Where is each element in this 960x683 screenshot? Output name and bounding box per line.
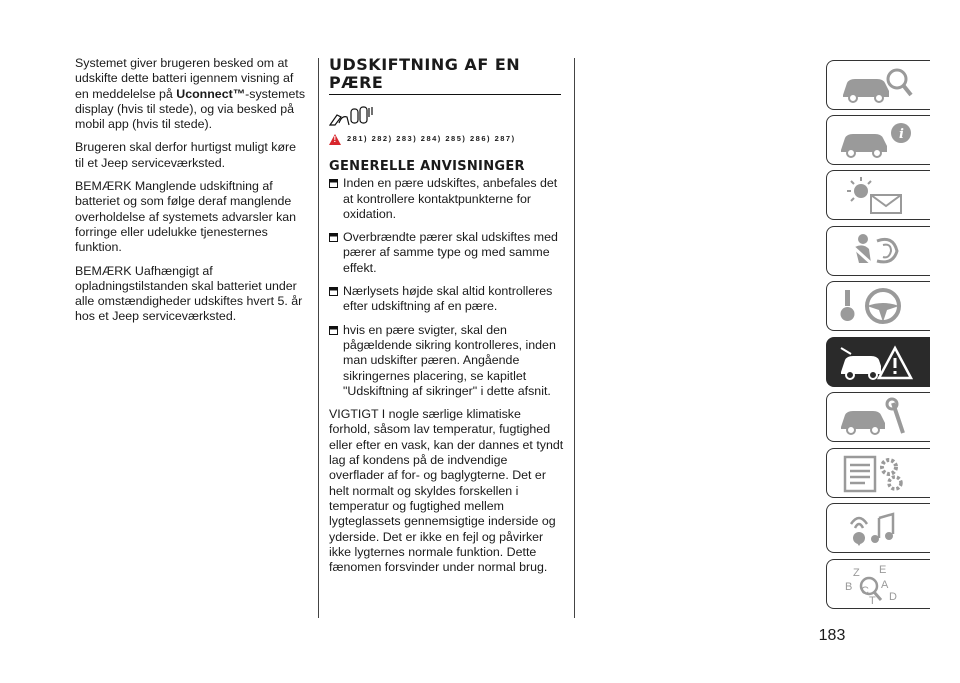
- tab-technical-data[interactable]: [826, 448, 930, 498]
- tab-index[interactable]: [826, 559, 930, 609]
- bullet-item: [329, 323, 565, 399]
- left-column: [75, 56, 307, 333]
- tab-car-info[interactable]: [826, 115, 930, 165]
- index-letter: Z: [853, 567, 860, 579]
- bullet-item: [329, 230, 565, 276]
- column-divider-right: [574, 58, 575, 618]
- bulb-gloves-icon: [329, 105, 375, 127]
- column-divider-left: [318, 58, 319, 618]
- tab-car-search[interactable]: [826, 60, 930, 110]
- index-letter: B: [845, 581, 853, 593]
- index-letter: D: [889, 591, 897, 603]
- bullet-text: Inden en pære udskiftes, anbefales det at kontrollere kontaktpunkterne for oxidation.: [343, 176, 558, 221]
- svg-text:i: i: [899, 127, 904, 142]
- symbol-row: [329, 105, 565, 127]
- note-battery-replacement: BEMÆRK Manglende udskiftning af batteriet og som følge deraf manglende overholdelse af systemets advarsler kan forringe eller udelukke tjenesternes funktion.: [75, 179, 297, 255]
- subheading-general: GENERELLE ANVISNINGER: [329, 159, 525, 174]
- bullet-text: Nærlysets højde skal altid kontrolleres efter udskiftning af en pære.: [343, 284, 553, 314]
- warning-references: [329, 131, 565, 147]
- steering-wheel-icon: [837, 286, 917, 328]
- index-icon: [837, 564, 917, 606]
- bullet-box-icon: [329, 179, 338, 188]
- section-heading: UDSKIFTNING AF EN PÆRE: [329, 55, 521, 92]
- technical-data-icon: [837, 453, 917, 495]
- index-letter: A: [881, 579, 889, 591]
- note-battery-interval: BEMÆRK Uafhængigt af opladningstilstanden skal batteriet under alle omstændigheder udskiftes hvert 5. år hos et Jeep serviceværksted.: [75, 263, 303, 324]
- section-heading-wrap: [329, 56, 561, 95]
- airbag-safety-icon: [837, 231, 917, 273]
- bullet-text: Overbrændte pærer skal udskiftes med pærer af samme type og med samme effekt.: [343, 230, 558, 275]
- multimedia-icon: [837, 508, 917, 550]
- index-letter: E: [879, 564, 887, 576]
- text-segment: Systemet giver brugeren besked om at udskifte dette batteri igennem visning af en meddelelse på: [75, 56, 294, 101]
- tab-driving[interactable]: [826, 281, 930, 331]
- bullet-item: [329, 176, 565, 222]
- index-letter: C: [861, 585, 869, 597]
- tab-multimedia[interactable]: [826, 503, 930, 553]
- car-emergency-icon: [837, 342, 917, 384]
- tab-emergency[interactable]: [826, 337, 930, 387]
- warning-symbol: !: [333, 134, 337, 144]
- tab-warning-lights[interactable]: [826, 170, 930, 220]
- bullet-text: hvis en pære svigter, skal den pågældende sikring kontrolleres, inden man udskifter pæren. Angående sikringernes placering, se kapitlet "Udskiftning af sikringer" i dette afsnit.: [343, 322, 556, 398]
- paragraph-service: Brugeren skal derfor hurtigst muligt køre til et Jeep serviceværksted.: [75, 140, 297, 170]
- bullet-item: [329, 284, 565, 315]
- tab-safety[interactable]: [826, 226, 930, 276]
- index-letter: T: [869, 595, 876, 606]
- car-search-icon: [837, 65, 917, 107]
- warning-triangle-icon: [329, 134, 341, 145]
- text-segment: -systemets display (hvis til stede), og via besked på mobil app (hvis til stede).: [75, 86, 306, 132]
- warning-lights-icon: [837, 175, 917, 217]
- car-maintenance-icon: [837, 397, 917, 439]
- brand-uconnect: Uconnect™: [176, 86, 246, 101]
- tab-maintenance[interactable]: [826, 392, 930, 442]
- bullet-box-icon: [329, 326, 338, 335]
- bullet-box-icon: [329, 287, 338, 296]
- page-number: 183: [818, 627, 846, 644]
- paragraph-battery-notice: [75, 56, 307, 132]
- bullet-box-icon: [329, 233, 338, 242]
- warning-refs: 281) 282) 283) 284) 285) 286) 287): [347, 134, 516, 144]
- note-condensation: VIGTIGT I nogle særlige klimatiske forhold, såsom lav temperatur, fugtighed eller efter en vask, kan der dannes et tyndt lag af kondens på de indvendige overflader af for- og baglygterne. Det er helt normalt og skyldes forskellen i temperatur og fugtighed mellem lygteglassets gennemsigtige inderside og yderside. Det er ikke en fejl og påvirker ikke lygternes normale funktion. Dette fænomen forsvinder under normal brug.: [329, 407, 564, 575]
- car-info-icon: [837, 120, 917, 162]
- right-column: [329, 56, 565, 583]
